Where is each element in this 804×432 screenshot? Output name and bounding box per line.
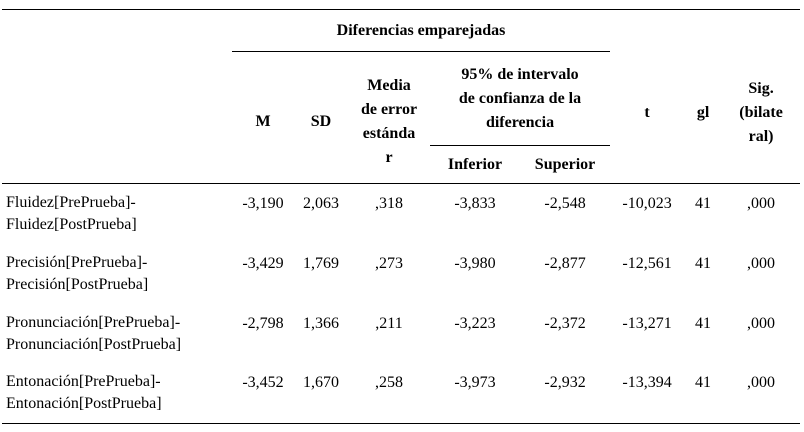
cell-m: -3,190 — [242, 194, 284, 212]
header-sig-line: Sig. — [748, 80, 774, 98]
row-label-line: Precisión[PrePrueba]- — [6, 253, 148, 271]
header-gl: gl — [684, 52, 722, 184]
cell-gl: 41 — [695, 254, 712, 272]
row-label — [2, 244, 232, 304]
row-label-line: Pronunciación[PostPrueba] — [6, 335, 182, 353]
cell-sd: 1,670 — [303, 374, 339, 392]
cell-superior: -2,932 — [544, 374, 586, 392]
header-significance — [722, 52, 800, 184]
cell-sem: ,273 — [375, 254, 403, 272]
header-blank-t — [610, 10, 684, 52]
cell-t: -12,561 — [622, 254, 672, 272]
cell-gl: 41 — [695, 314, 712, 332]
cell-sig: ,000 — [747, 194, 776, 212]
cell-gl: 41 — [695, 194, 712, 212]
cell-t: -13,394 — [622, 374, 672, 392]
header-t: t — [610, 52, 684, 184]
header-sem-line: estánda — [362, 124, 416, 142]
row-label — [2, 364, 232, 424]
cell-gl: 41 — [695, 374, 712, 392]
row-label-line: Precisión[PostPrueba] — [6, 275, 149, 293]
row-label — [2, 304, 232, 364]
cell-superior: -2,372 — [544, 314, 586, 332]
header-standard-error-mean — [348, 52, 430, 184]
table-row — [2, 244, 800, 304]
cell-m: -2,798 — [242, 314, 284, 332]
header-ci-line: de confianza de la — [458, 89, 582, 107]
cell-inferior: -3,980 — [454, 254, 496, 272]
header-blank-gl — [684, 10, 722, 52]
table-row — [2, 184, 800, 244]
header-sig-line: ral) — [748, 128, 774, 146]
header-blank-corner — [2, 10, 232, 52]
header-sem-line: Media — [367, 76, 411, 94]
cell-sd: 1,366 — [303, 314, 339, 332]
paired-differences-table — [2, 9, 800, 424]
header-superior: Superior — [520, 146, 610, 184]
cell-sem: ,318 — [375, 194, 403, 212]
table-row — [2, 364, 800, 424]
header-m: M — [232, 52, 294, 184]
header-blank-label — [2, 52, 232, 184]
cell-t: -13,271 — [622, 314, 672, 332]
row-label-line: Entonación[PrePrueba]- — [6, 373, 161, 391]
cell-sd: 2,063 — [303, 194, 339, 212]
header-ci-line: 95% de intervalo — [461, 65, 579, 83]
cell-inferior: -3,833 — [454, 194, 496, 212]
cell-t: -10,023 — [622, 194, 672, 212]
cell-sig: ,000 — [747, 374, 776, 392]
cell-m: -3,452 — [242, 374, 284, 392]
cell-sig: ,000 — [747, 314, 776, 332]
header-sem-line: r — [385, 148, 393, 166]
row-label-line: Pronunciación[PrePrueba]- — [6, 313, 181, 331]
cell-superior: -2,877 — [544, 254, 586, 272]
row-label-line: Fluidez[PostPrueba] — [6, 215, 137, 233]
cell-inferior: -3,973 — [454, 374, 496, 392]
cell-inferior: -3,223 — [454, 314, 496, 332]
header-sem-line: de error — [360, 100, 418, 118]
cell-sig: ,000 — [747, 254, 776, 272]
cell-sem: ,258 — [375, 374, 403, 392]
header-ci-line: diferencia — [485, 113, 555, 131]
row-label-line: Entonación[PostPrueba] — [6, 395, 162, 413]
table-row — [2, 304, 800, 364]
cell-m: -3,429 — [242, 254, 284, 272]
header-sd: SD — [294, 52, 348, 184]
header-sig-line: (bilate — [739, 104, 783, 122]
header-paired-differences: Diferencias emparejadas — [232, 10, 610, 52]
cell-sem: ,211 — [375, 314, 403, 332]
header-blank-sig — [722, 10, 800, 52]
row-label — [2, 184, 232, 244]
header-inferior: Inferior — [430, 146, 520, 184]
cell-superior: -2,548 — [544, 194, 586, 212]
row-label-line: Fluidez[PrePrueba]- — [6, 193, 136, 211]
cell-sd: 1,769 — [303, 254, 339, 272]
header-confidence-interval — [430, 52, 610, 146]
